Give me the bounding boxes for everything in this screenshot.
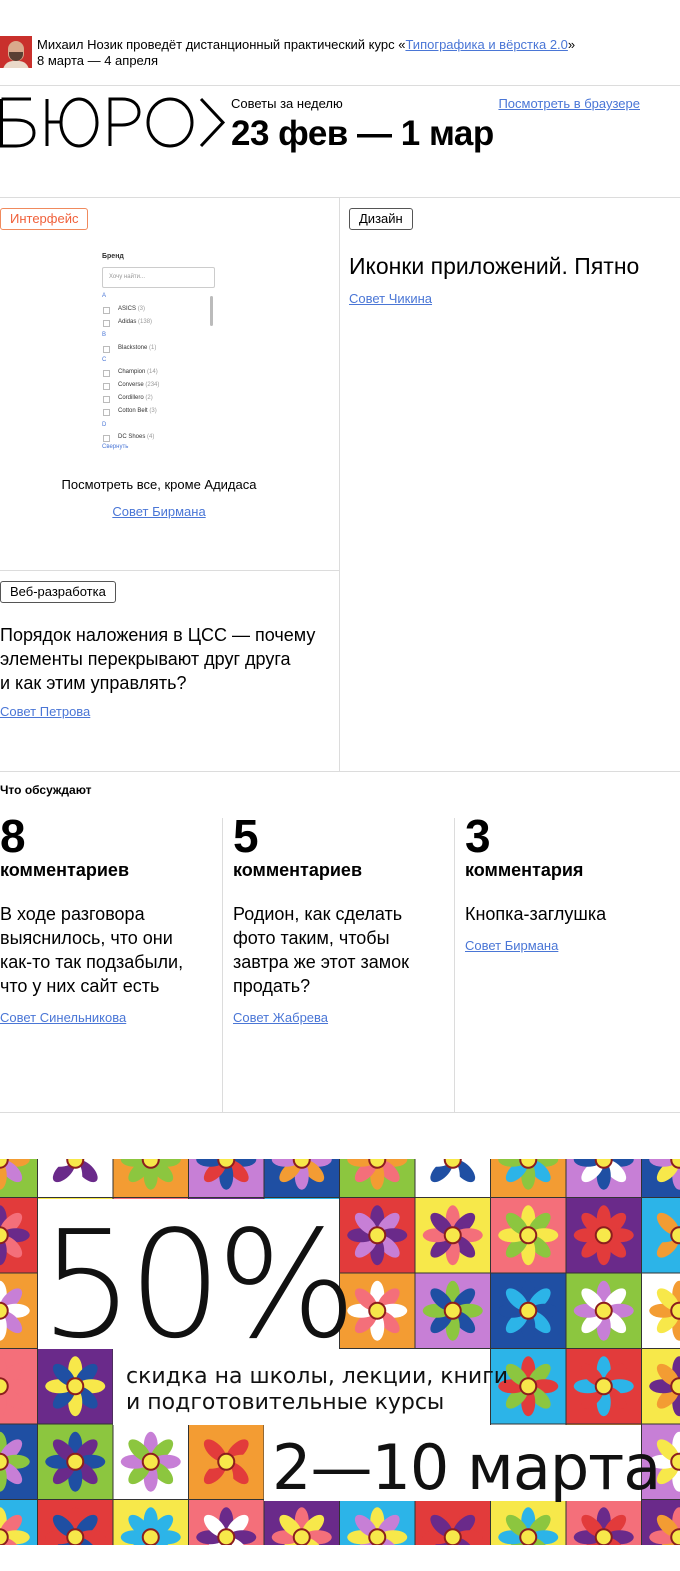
avatar <box>0 36 32 68</box>
divider <box>0 85 680 86</box>
discussion-title-link[interactable]: Кнопка-заглушка <box>465 904 607 924</box>
divider <box>0 197 680 198</box>
tips-label: Советы за неделю <box>231 96 343 111</box>
card-author-link[interactable]: Совет Чикина <box>349 291 433 306</box>
announcement-lead: Михаил Нозик проведёт дистанционный практический курс « <box>37 37 406 52</box>
card-caption: Посмотреть все, кроме Адидаса <box>61 477 257 492</box>
comment-count: 3 <box>465 810 491 862</box>
discussion-heading: Что обсуждают <box>0 783 92 797</box>
buro-logo[interactable] <box>0 96 226 150</box>
divider <box>0 771 680 772</box>
filter-letter: D <box>102 422 107 428</box>
filter-letter: B <box>102 332 107 338</box>
promo-banner[interactable] <box>0 1159 680 1545</box>
tag-design[interactable]: Дизайн <box>349 208 413 230</box>
tag-interface[interactable]: Интерфейс <box>0 208 88 230</box>
filter-search-field: Хочу найти... <box>102 267 215 288</box>
card-title-link[interactable]: Порядок наложения в ЦСС — почему элементы перекрывают друг друга и как этим управлять? <box>0 625 316 693</box>
discount-percent: 50% <box>40 1199 351 1371</box>
view-in-browser-link[interactable]: Посмотреть в браузере <box>498 96 640 111</box>
filter-letter: A <box>102 293 107 299</box>
promo-dates: 2—10 марта <box>272 1431 661 1504</box>
course-dates: 8 марта — 4 апреля <box>37 53 158 68</box>
filter-collapse-link: Свернуть <box>102 444 129 450</box>
promo-text-line2: и подготовительные курсы <box>126 1390 445 1415</box>
comment-count: 5 <box>233 810 259 862</box>
announcement-trail: » <box>567 37 576 52</box>
announcement-text <box>37 37 575 69</box>
divider <box>0 570 339 571</box>
comment-unit: комментариев <box>233 860 363 880</box>
divider <box>0 1112 680 1113</box>
date-range-title: 23 фев — 1 мар <box>231 114 494 153</box>
promo-overlay <box>0 1159 680 1545</box>
promo-text-line1: скидка на школы, лекции, книги <box>126 1364 509 1389</box>
column-divider <box>222 818 223 1112</box>
filter-scrollbar <box>210 296 213 326</box>
discussion-author-link[interactable]: Совет Жабрева <box>233 1010 329 1025</box>
brand-filter-screenshot: Бренд Хочу найти... A ASICS (3) Adidas (138) B Blackstone (1) C Champion (14) Converse (234) Cordillero (2) Cotton Belt (3) D DC Shoes (4) Свернуть <box>100 250 220 456</box>
filter-letter: C <box>102 357 107 363</box>
discussion-title-link[interactable]: В ходе разговора выяснилось, что они как-то так подзабыли, что у них сайт есть <box>0 904 184 996</box>
course-link[interactable]: Типографика и вёрстка 2.0 <box>405 37 568 52</box>
comment-count: 8 <box>0 810 26 862</box>
column-divider <box>454 818 455 1112</box>
course-announcement <box>0 36 680 70</box>
discussion-author-link[interactable]: Совет Бирмана <box>465 938 559 953</box>
card-author-link[interactable]: Совет Петрова <box>0 704 91 719</box>
comment-unit: комментария <box>465 860 584 880</box>
filter-title: Бренд <box>102 253 124 260</box>
discussion-author-link[interactable]: Совет Синельникова <box>0 1010 127 1025</box>
card-title-link[interactable]: Иконки приложений. Пятно <box>349 253 640 279</box>
tag-webdev[interactable]: Веб-разработка <box>0 581 116 603</box>
column-divider <box>339 197 340 772</box>
card-author-link[interactable]: Совет Бирмана <box>112 504 206 519</box>
comment-unit: комментариев <box>0 860 130 880</box>
discussion-title-link[interactable]: Родион, как сделать фото таким, чтобы завтра же этот замок продать? <box>233 904 409 996</box>
